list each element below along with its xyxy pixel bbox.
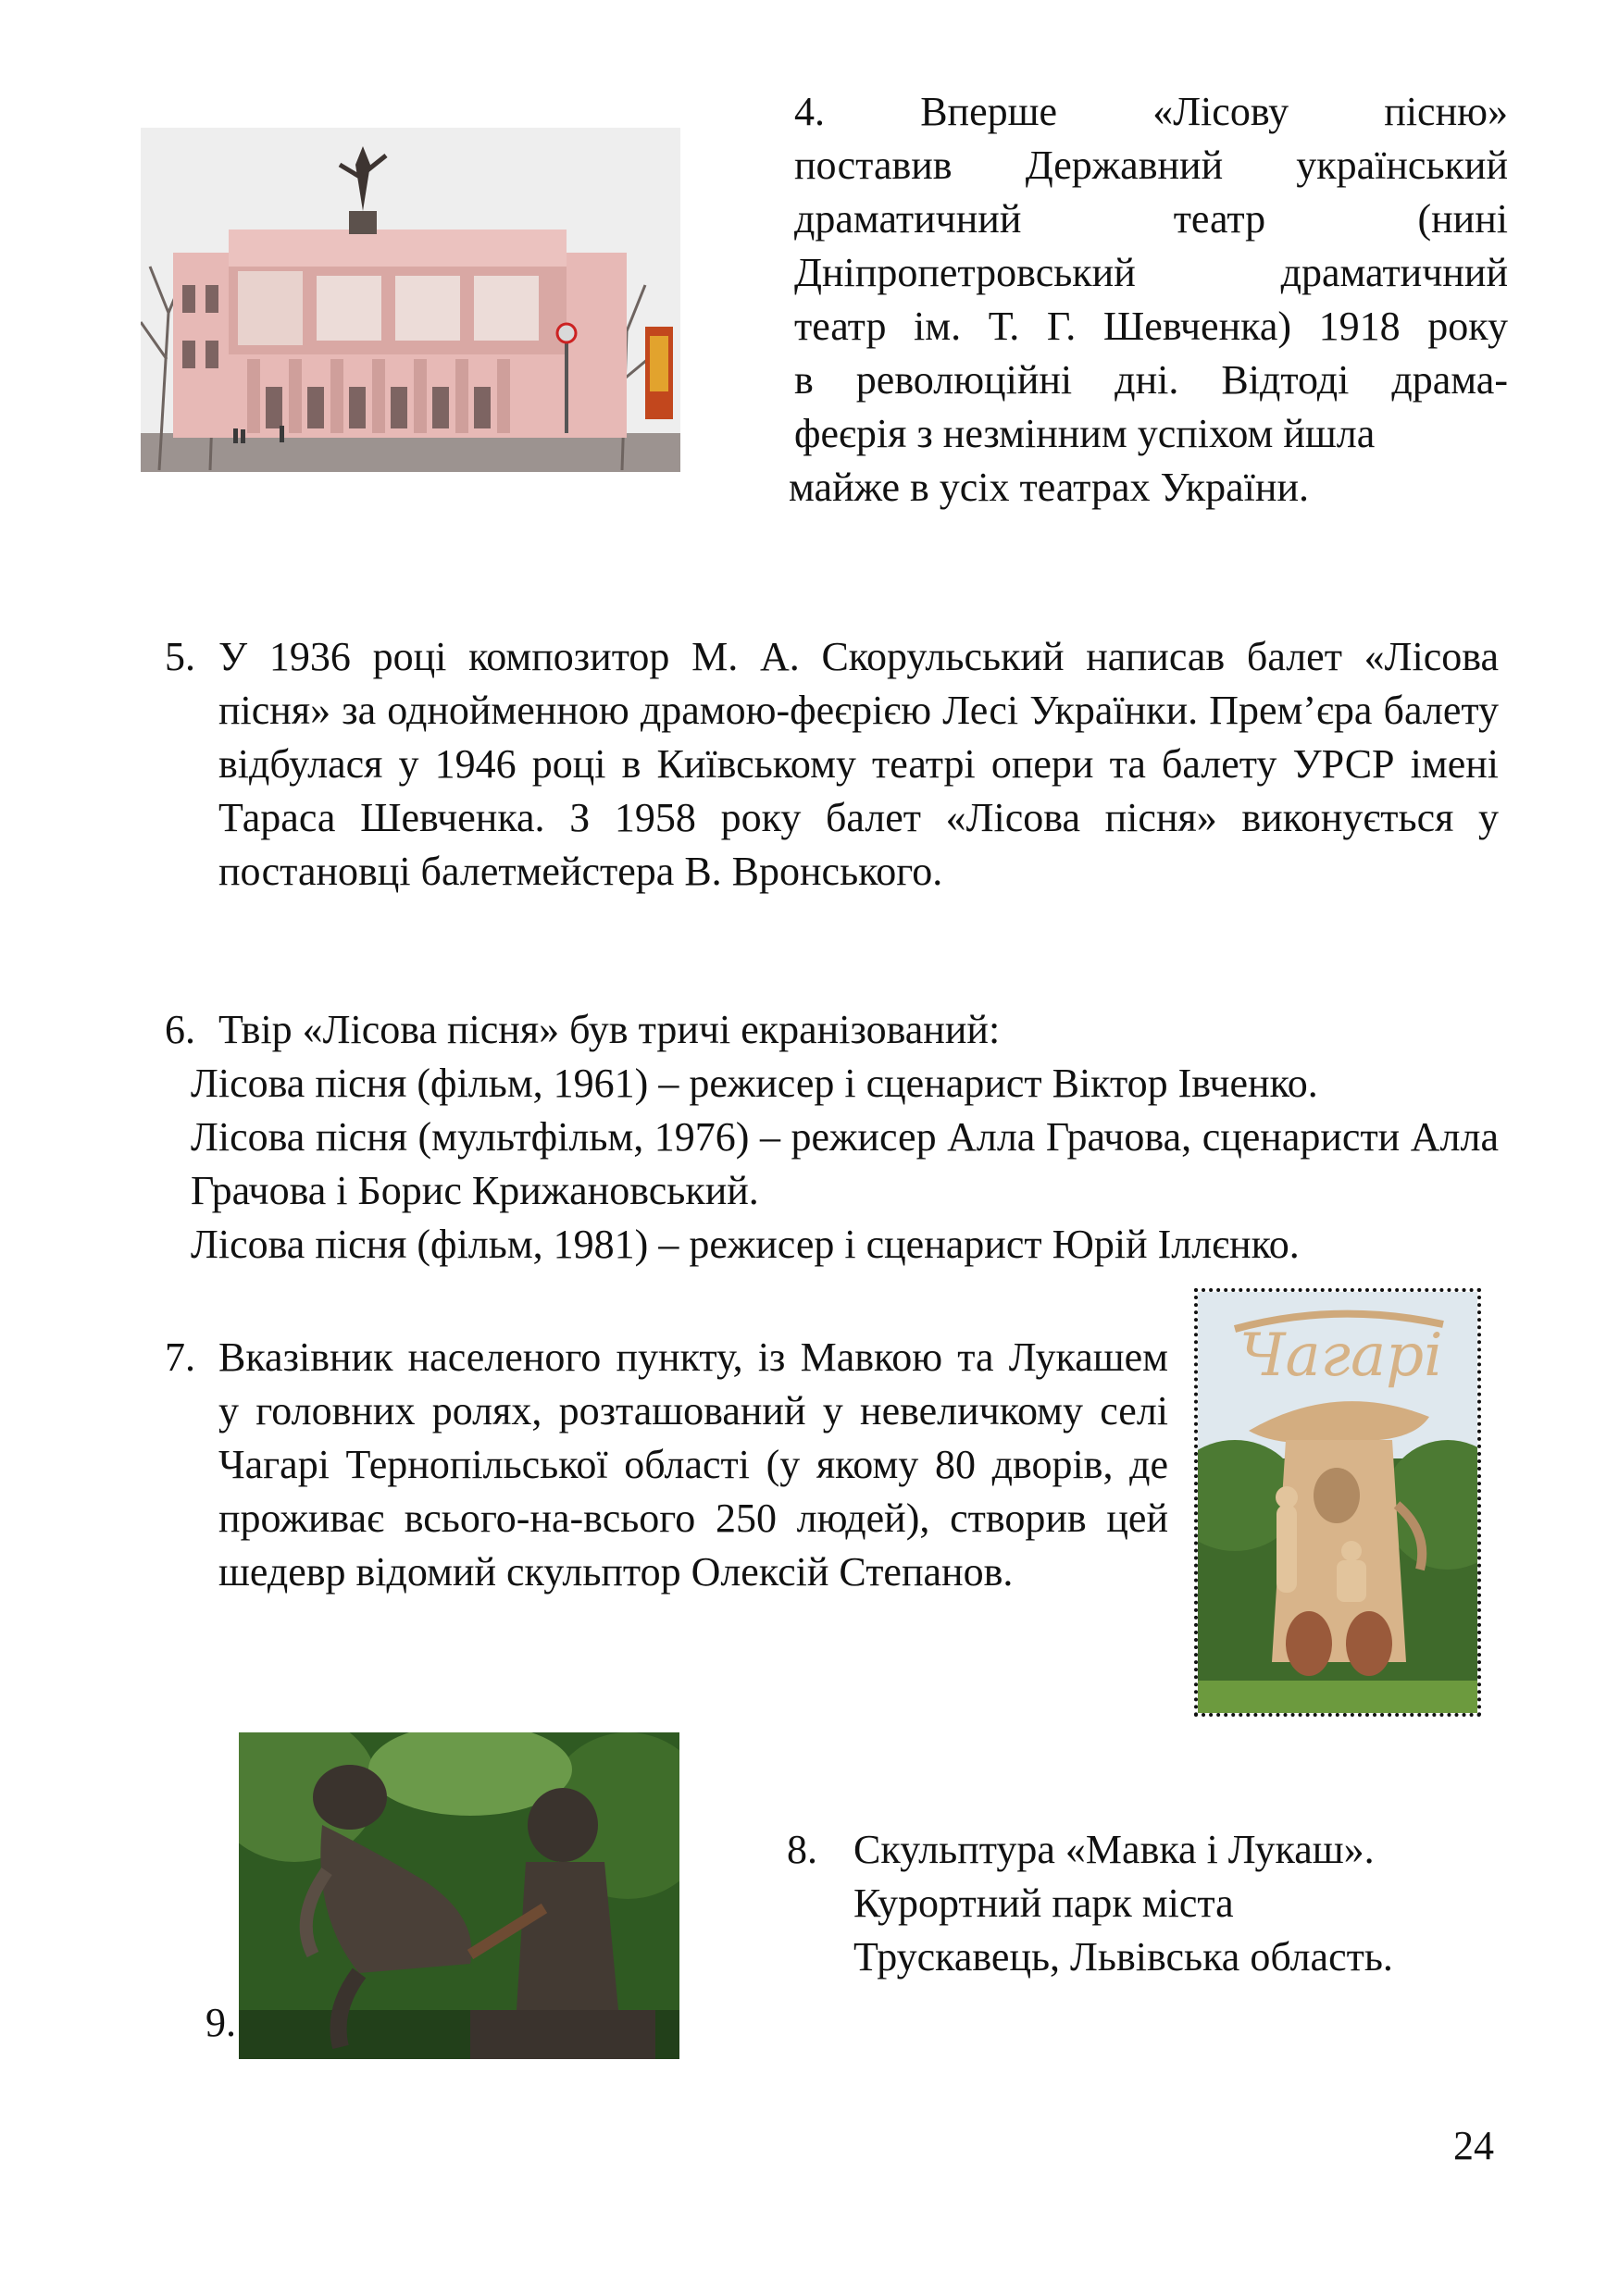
item-4-line: феєрія з незмінним успіхом йшла xyxy=(794,411,1376,456)
item-7-number: 7. xyxy=(165,1334,195,1380)
film-list xyxy=(191,1057,1499,1272)
item-4-line: Дніпропетровський драматичний xyxy=(794,250,1508,295)
item-8-line: Скульптура «Мавка і Лукаш». xyxy=(853,1827,1375,1872)
film-entry: Лісова пісня (мультфільм, 1976) – режисер Алла Грачова, сценаристи Алла Грачова і Борис Крижановський. xyxy=(191,1114,1499,1213)
item-7-text: Вказівник населеного пункту, із Мавкою та Лукашем у головних ролях, розташований у невеличкому селі Чагарі Тернопільської області (у якому 80 дворів, де проживає всього-на-всього 250 людей), створив цей шедевр відомий скульптор Олексій Степанов. xyxy=(218,1334,1168,1595)
chahari-sign-photo xyxy=(1194,1288,1481,1717)
item-4-line: майже в усіх театрах України. xyxy=(789,465,1309,510)
film-entry: Лісова пісня (фільм, 1961) – режисер і сценарист Віктор Івченко. xyxy=(191,1061,1318,1106)
item-8-line: Курортний парк міста xyxy=(853,1880,1234,1926)
item-8-line: Трускавець, Львівська область. xyxy=(853,1934,1393,1980)
item-5-text: У 1936 році композитор М. А. Скорульський написав балет «Лісова пісня» за однойменною драмою-феєрією Лесі Українки. Прем’єра балету відбулася у 1946 році в Київському театрі опери та балету УРСР імені Тараса Шевченка. З 1958 року балет «Лісова пісня» виконується у постановці балетмейстера В. Вронського. xyxy=(218,634,1499,894)
item-8-number: 8. xyxy=(787,1827,817,1872)
page-number: 24 xyxy=(1453,2123,1494,2168)
item-4-line: 4. Вперше «Лісову пісню» xyxy=(794,89,1508,134)
item-5-number: 5. xyxy=(165,634,195,679)
item-6-number: 6. xyxy=(165,1007,195,1052)
item-4-line: в революційні дні. Відтоді драма- xyxy=(794,357,1508,403)
theater-photo xyxy=(141,128,680,472)
mavka-lukash-sculpture-photo xyxy=(239,1732,679,2059)
item-4-line: театр ім. Т. Г. Шевченка) 1918 року xyxy=(794,304,1508,349)
item-6-intro: Твір «Лісова пісня» був тричі екранізований: xyxy=(218,1007,1001,1052)
item-4-line: драматичний театр (нині xyxy=(794,196,1508,242)
sign-lettering: Чагарі xyxy=(1239,1322,1443,1390)
item-9-number: 9. xyxy=(205,2000,236,2045)
item-8-text xyxy=(853,1823,1501,1984)
item-4-line: поставив Державний український xyxy=(794,143,1508,188)
film-entry: Лісова пісня (фільм, 1981) – режисер і сценарист Юрій Іллєнко. xyxy=(191,1222,1300,1267)
item-4-text xyxy=(789,85,1508,515)
